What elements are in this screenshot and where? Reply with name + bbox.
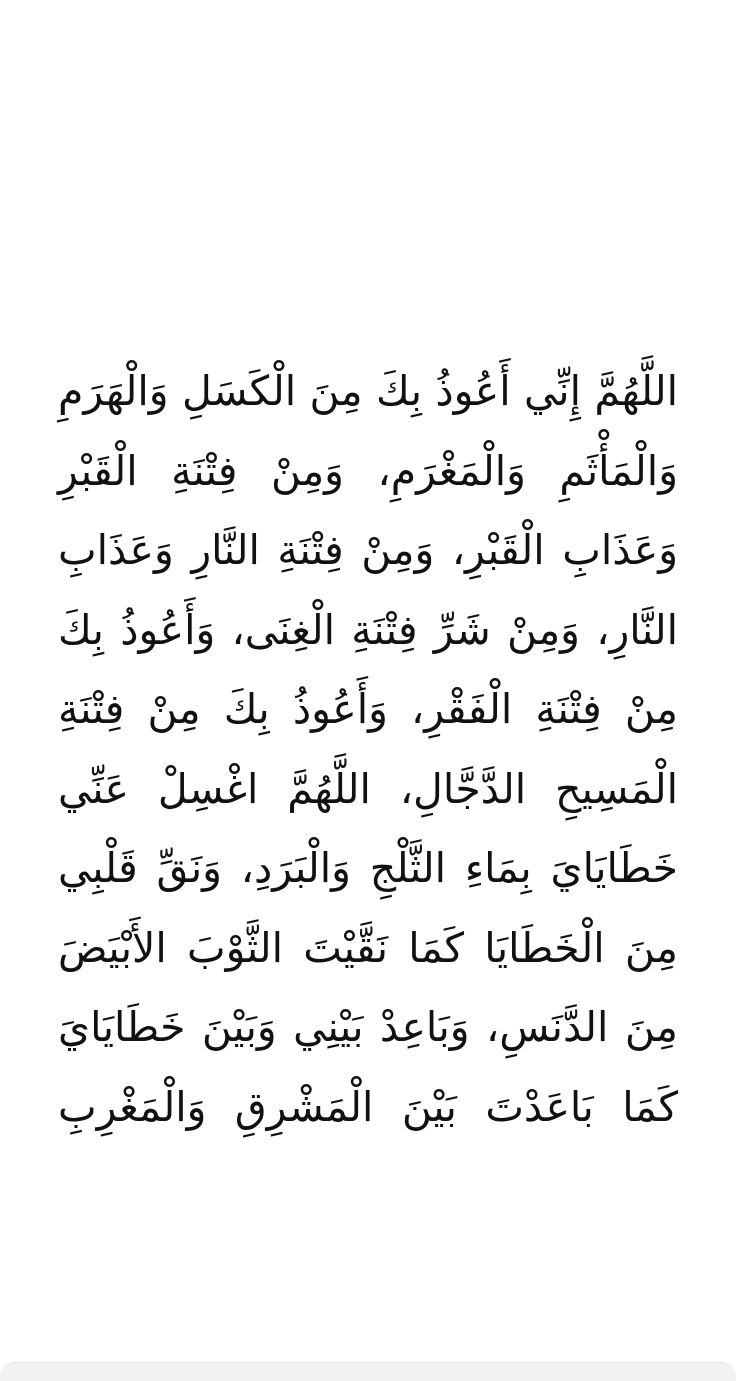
bottom-bar	[0, 1362, 736, 1381]
text-line: مِنْ فِتْنَةِ الْفَقْرِ، وَأَعُوذُ بِكَ مِنْ فِتْنَةِ	[58, 685, 678, 733]
text-line: مِنَ الدَّنَسِ، وَبَاعِدْ بَيْنِي وَبَيْنَ خَطَايَايَ	[58, 1003, 678, 1051]
text-line: خَطَايَايَ بِمَاءِ الثَّلْجِ وَالْبَرَدِ، وَنَقِّ قَلْبِي	[58, 844, 678, 892]
dua-text-block	[58, 352, 678, 1147]
text-line: وَالْمَأْثَمِ وَالْمَغْرَمِ، وَمِنْ فِتْنَةِ الْقَبْرِ	[58, 446, 678, 495]
text-line: كَمَا بَاعَدْتَ بَيْنَ الْمَشْرِقِ وَالْمَغْرِبِ	[58, 1082, 678, 1131]
text-line: النَّارِ، وَمِنْ شَرِّ فِتْنَةِ الْغِنَى، وَأَعُوذُ بِكَ	[58, 605, 678, 654]
text-line: مِنَ الْخَطَايَا كَمَا نَقَّيْتَ الثَّوْبَ الأَبْيَضَ	[58, 923, 678, 972]
text-line: اللَّهُمَّ إِنِّي أَعُوذُ بِكَ مِنَ الْكَسَلِ وَالْهَرَمِ	[58, 367, 678, 415]
text-line: الْمَسِيحِ الدَّجَّالِ، اللَّهُمَّ اغْسِلْ عَنِّي	[58, 764, 678, 813]
text-line: وَعَذَابِ الْقَبْرِ، وَمِنْ فِتْنَةِ النَّارِ وَعَذَابِ	[58, 526, 678, 574]
